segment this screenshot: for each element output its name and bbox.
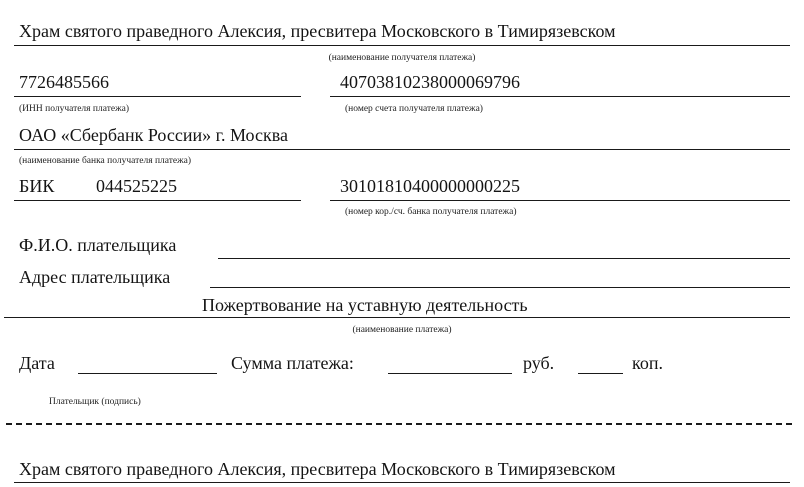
- account-underline: [330, 96, 790, 97]
- bank-name-underline: [14, 149, 790, 150]
- bik-value: 044525225: [96, 176, 177, 196]
- second-recipient-name: Храм святого праведного Алексия, пресвитера Московского в Тимирязевском: [19, 459, 616, 479]
- account-value: 40703810238000069796: [340, 72, 520, 92]
- recipient-name: Храм святого праведного Алексия, пресвитера Московского в Тимирязевском: [19, 21, 616, 41]
- kop-label: коп.: [632, 353, 663, 373]
- amount-label: Сумма платежа:: [231, 353, 354, 373]
- account-caption: (номер счета получателя платежа): [345, 104, 483, 114]
- payer-address-field[interactable]: [210, 287, 790, 288]
- inn-caption: (ИНН получателя платежа): [19, 104, 130, 114]
- payment-purpose: Пожертвование на уставную деятельность: [202, 295, 528, 315]
- amount-rub-field[interactable]: [388, 373, 512, 374]
- bik-label: БИК: [19, 176, 55, 196]
- inn-underline: [14, 96, 301, 97]
- bank-name-caption: (наименование банка получателя платежа): [19, 156, 192, 166]
- bank-name: ОАО «Сбербанк России» г. Москва: [19, 125, 288, 145]
- cut-line: [6, 423, 792, 425]
- payment-purpose-underline: [4, 317, 790, 318]
- payer-name-field[interactable]: [218, 258, 790, 259]
- corr-account-underline: [330, 200, 790, 201]
- payment-purpose-caption: (наименование платежа): [352, 325, 452, 335]
- bik-underline: [14, 200, 301, 201]
- corr-account-value: 30101810400000000225: [340, 176, 520, 196]
- date-field[interactable]: [78, 373, 217, 374]
- corr-account-caption: (номер кор./сч. банка получателя платежа): [345, 207, 517, 217]
- inn-value: 7726485566: [19, 72, 109, 92]
- payer-name-label: Ф.И.О. плательщика: [19, 235, 177, 255]
- recipient-name-caption: (наименование получателя платежа): [328, 53, 476, 63]
- payer-address-label: Адрес плательщика: [19, 267, 171, 287]
- signature-caption: Плательщик (подпись): [49, 397, 141, 407]
- rub-label: руб.: [523, 353, 555, 373]
- date-label: Дата: [19, 353, 55, 373]
- recipient-name-underline: [14, 45, 790, 46]
- second-recipient-name-underline: [14, 482, 790, 483]
- amount-kop-field[interactable]: [578, 373, 623, 374]
